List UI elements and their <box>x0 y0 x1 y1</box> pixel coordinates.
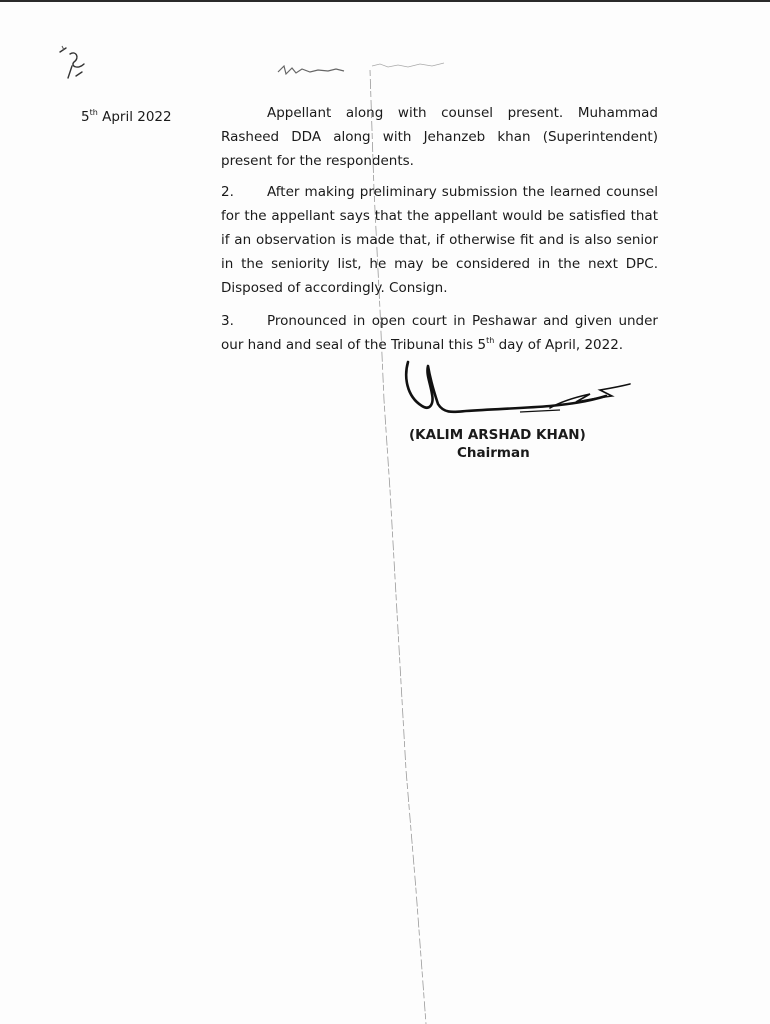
paragraph-number: 2. <box>221 184 234 200</box>
signatory-title: Chairman <box>457 445 530 461</box>
paragraph-2: 2. After making preliminary submission the learned counsel for the appellant says that the appellant would be satisfied that if an observation is made that, if otherwise fit and is also senior in the seniority list, he may be considered in the next DPC. Disposed of accordingly. Consign. <box>221 180 658 300</box>
paragraph-1: Appellant along with counsel present. Muhammad Rasheed DDA along with Jehanzeb khan (Superintendent) present for the respondents. <box>221 105 658 169</box>
paragraph-3: 3. Pronounced in open court in Peshawar and given under our hand and seal of the Tribunal this 5th day of April, 2022. <box>221 309 658 357</box>
signature <box>400 356 632 426</box>
scan-border-top <box>0 0 770 2</box>
handwritten-mark-icon <box>56 44 96 94</box>
order-date: 5th April 2022 <box>81 108 172 125</box>
signatory-name: (KALIM ARSHAD KHAN) <box>409 427 586 443</box>
paragraph-number: 3. <box>221 313 234 329</box>
